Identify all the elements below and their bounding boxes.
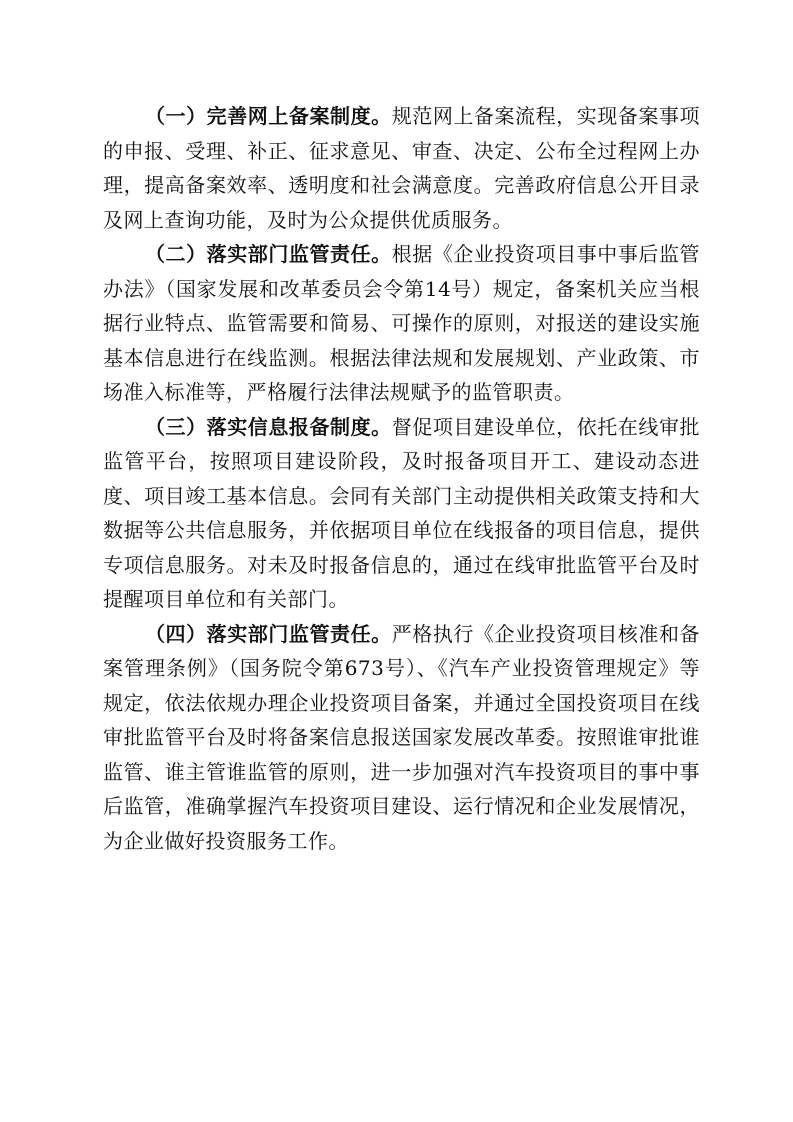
document-body [103, 99, 700, 858]
paragraph-3-heading: （三）落实信息报备制度。 [145, 414, 392, 439]
paragraph-2-heading: （二）落实部门监管责任。 [145, 242, 392, 266]
paragraph-3-body: 督促项目建设单位，依托在线审批监管平台，按照项目建设阶段，及时报备项目开工、建设动态进度、项目竣工基本信息。会同有关部门主动提供相关政策支持和大数据等公共信息服务，并依据项目单位在线报备的项目信息，提供专项信息服务。对未及时报备信息的，通过在线审批监管平台及时提醒项目单位和有关部门。 [103, 414, 701, 611]
paragraph-4-heading: （四）落实部门监管责任。 [145, 621, 392, 646]
paragraph-1-body: 规范网上备案流程，实现备案事项的申报、受理、补正、征求意见、审查、决定、公布全过程网上办理，提高备案效率、透明度和社会满意度。完善政府信息公开目录及网上查询功能，及时为公众提供优质服务。 [103, 104, 701, 232]
paragraph-2 [103, 237, 700, 410]
paragraph-4 [103, 617, 700, 859]
paragraph-4-body: 严格执行《企业投资项目核准和备案管理条例》（国务院令第673号）、《汽车产业投资管理规定》等规定，依法依规办理企业投资项目备案，并通过全国投资项目在线审批监管平台及时将备案信息报送国家发展改革委。按照谁审批谁监管、谁主管谁监管的原则，进一步加强对汽车投资项目的事中事后监管，准确掌握汽车投资项目建设、运行情况和企业发展情况，为企业做好投资服务工作。 [103, 621, 701, 853]
paragraph-1 [103, 99, 700, 237]
paragraph-2-body: 根据《企业投资项目事中事后监管办法》（国家发展和改革委员会令第14号）规定，备案机关应当根据行业特点、监管需要和简易、可操作的原则，对报送的建设实施基本信息进行在线监测。根据法律法规和发展规划、产业政策、市场准入标准等，严格履行法律法规赋予的监管职责。 [103, 242, 701, 404]
paragraph-3 [103, 410, 700, 617]
paragraph-1-heading: （一）完善网上备案制度。 [145, 104, 392, 128]
